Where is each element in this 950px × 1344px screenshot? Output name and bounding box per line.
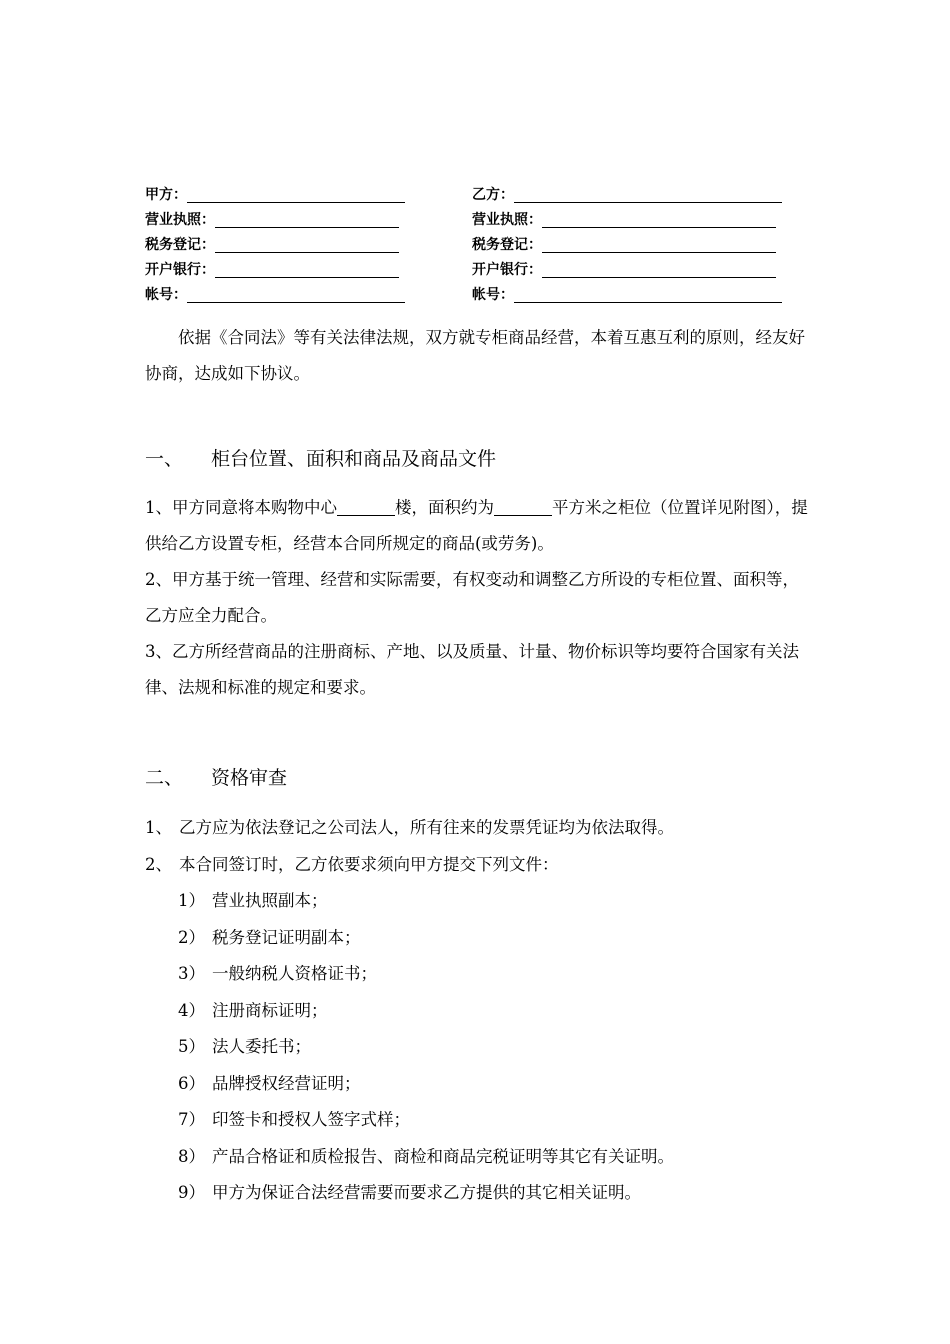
section1-clauses [145,490,815,706]
fill-line [542,263,776,278]
list-item: 2、 本合同签订时，乙方依要求须向甲方提交下列文件： [145,854,559,874]
fill-line [187,188,405,203]
party-b-bank-field: 开户银行： [472,262,799,278]
fill-line [215,263,399,278]
fill-line [215,238,399,253]
party-row [145,203,805,228]
party-a-license-field: 营业执照： [145,212,472,228]
fill-line [542,238,776,253]
list-item: 5） 法人委托书； [178,1037,311,1056]
party-b-name-field: 乙方： [472,187,799,203]
fill-line [187,288,405,303]
list-item: 3） 一般纳税人资格证书； [178,964,377,983]
list-item: 7） 印签卡和授权人签字式样； [178,1110,410,1129]
party-row [145,178,805,203]
clause-3: 3、乙方所经营商品的注册商标、产地、以及质量、计量、物价标识等均要符合国家有关法律、法规和标准的规定和要求。 [145,642,799,697]
list-item: 9） 甲方为保证合法经营需要而要求乙方提供的其它相关证明。 [178,1183,641,1202]
section-heading: 二、 资格审查 [145,767,288,789]
party-row [145,253,805,278]
list-item: 1、 乙方应为依法登记之公司法人，所有往来的发票凭证均为依法取得。 [145,818,674,837]
fill-line [337,497,395,516]
clause-1: 1、甲方同意将本购物中心 楼，面积约为 平方米之柜位（位置详见附图），提供给乙方设置专柜，经营本合同所规定的商品(或劳务)。 [145,498,808,553]
section2-body [145,810,815,1212]
fill-line [215,213,399,228]
intro-paragraph: 依据《合同法》等有关法律法规，双方就专柜商品经营，本着互惠互利的原则，经友好协商，达成如下协议。 [145,328,805,383]
party-a-bank-field: 开户银行： [145,262,472,278]
party-a-tax-field: 税务登记： [145,237,472,253]
fill-line [514,288,782,303]
party-a-account-field: 帐号： [145,287,472,303]
party-a-name-field: 甲方： [145,187,472,203]
list-item: 1） 营业执照副本； [178,891,328,910]
list-item: 8） 产品合格证和质检报告、商检和商品完税证明等其它有关证明。 [178,1146,674,1166]
list-item: 6） 品牌授权经营证明； [178,1073,361,1093]
clause-2: 2、甲方基于统一管理、经营和实际需要，有权变动和调整乙方所设的专柜位置、面积等，乙方应全力配合。 [145,570,799,625]
list-item: 2） 税务登记证明副本； [178,927,361,947]
list-item: 4） 注册商标证明； [178,1000,328,1020]
party-row [145,278,805,303]
fill-line [514,188,782,203]
fill-line [494,497,552,516]
section-heading: 一、 柜台位置、面积和商品及商品文件 [145,448,497,470]
party-info [145,178,805,303]
party-row [145,228,805,253]
party-b-tax-field: 税务登记： [472,237,799,253]
fill-line [542,213,776,228]
party-b-license-field: 营业执照： [472,212,799,228]
party-b-account-field: 帐号： [472,287,799,303]
